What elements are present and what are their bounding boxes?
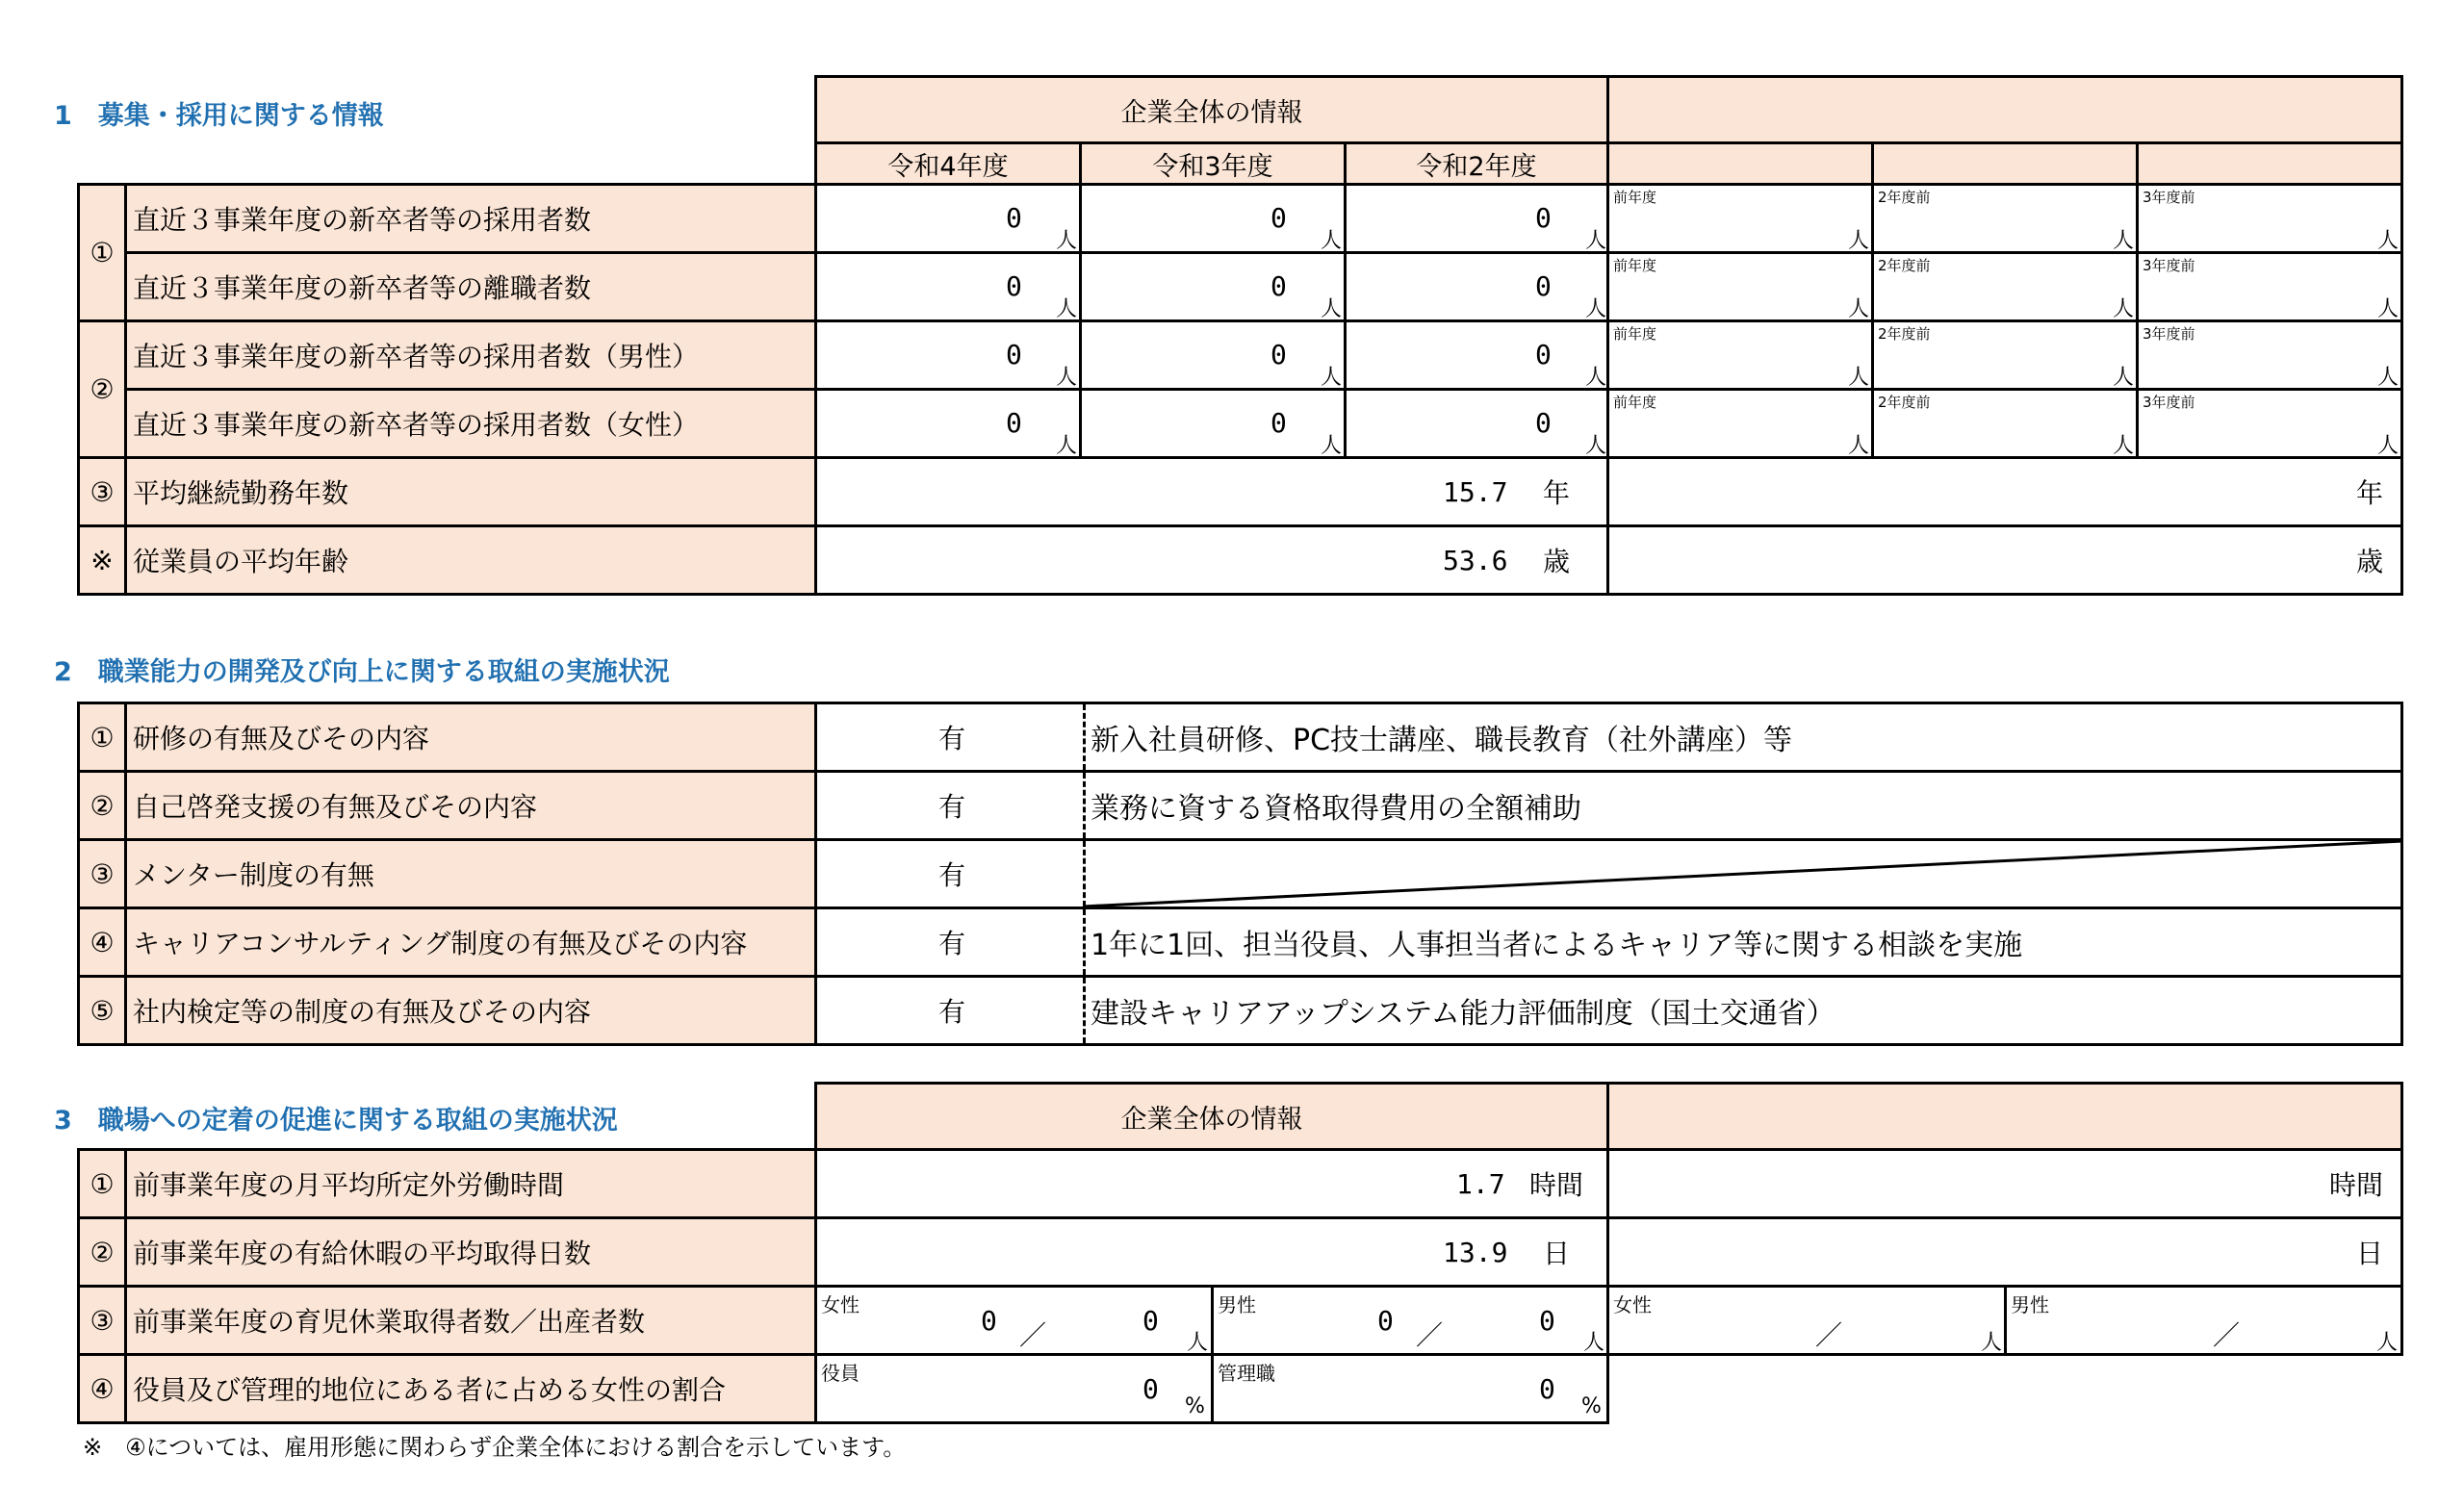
right-value-cell bbox=[1871, 251, 2139, 322]
s2-detail: 新入社員研修、PC技士講座、職長教育（社外講座）等 bbox=[1091, 724, 1793, 757]
childcare-male-births: 0 bbox=[1539, 1304, 1555, 1337]
period-label: 前年度 bbox=[1613, 325, 1657, 343]
childcare-female-right-label: 女性 bbox=[1613, 1293, 1652, 1316]
row-label-new-leavers: 直近３事業年度の新卒者等の離職者数 bbox=[124, 251, 817, 322]
unit: 人 bbox=[1585, 229, 1607, 253]
value-cell bbox=[1344, 319, 1609, 391]
officer-unit: % bbox=[1185, 1394, 1205, 1418]
s2-row-body bbox=[814, 702, 2403, 773]
manager-unit: % bbox=[1581, 1394, 1602, 1418]
childcare-male-right-unit: 人 bbox=[2376, 1331, 2399, 1355]
childcare-female-slash: ／ bbox=[1019, 1319, 1047, 1351]
unit: 人 bbox=[2377, 366, 2400, 390]
s2-detail: 建設キャリアアップシステム能力評価制度（国土交通省） bbox=[1091, 997, 1835, 1031]
manager-value: 0 bbox=[1539, 1372, 1555, 1405]
row-number-1: ① bbox=[77, 183, 127, 322]
value-cell bbox=[814, 388, 1082, 459]
s2-row-number: ⑤ bbox=[77, 975, 127, 1046]
paid-leave-right-cell bbox=[1606, 1216, 2403, 1288]
period-label: 3年度前 bbox=[2143, 394, 2195, 411]
unit: 人 bbox=[1321, 366, 1343, 390]
value: 0 bbox=[1270, 406, 1287, 439]
paid-leave-right-unit: 日 bbox=[2355, 1238, 2383, 1269]
period-label: 2年度前 bbox=[1878, 257, 1931, 274]
s2-row-body bbox=[814, 770, 2403, 841]
avg-tenure-right-cell bbox=[1606, 456, 2403, 527]
value: 0 bbox=[1535, 338, 1552, 370]
childcare-male-label: 男性 bbox=[1218, 1293, 1256, 1316]
unit: 人 bbox=[2377, 229, 2400, 253]
s3-row-number-2: ② bbox=[77, 1216, 127, 1288]
value-cell bbox=[1344, 388, 1609, 459]
s2-row-number: ④ bbox=[77, 907, 127, 978]
right-value-cell bbox=[1606, 251, 1874, 322]
value-cell bbox=[814, 251, 1082, 322]
childcare-female-taken: 0 bbox=[981, 1304, 997, 1337]
value-cell bbox=[814, 183, 1082, 254]
unit: 人 bbox=[1056, 297, 1078, 321]
childcare-female-births: 0 bbox=[1142, 1304, 1159, 1337]
s2-row-number: ① bbox=[77, 702, 127, 773]
row-note-mark: ※ bbox=[77, 524, 127, 596]
unit: 人 bbox=[1321, 229, 1343, 253]
unit: 人 bbox=[1321, 297, 1343, 321]
value-cell bbox=[1079, 183, 1347, 254]
s2-row-number: ② bbox=[77, 770, 127, 841]
right-value-cell bbox=[1606, 319, 1874, 391]
section2-title: 2 職業能力の開発及び向上に関する取組の実施状況 bbox=[54, 657, 670, 687]
value-cell bbox=[1344, 251, 1609, 322]
avg-tenure-right-unit: 年 bbox=[2355, 477, 2383, 509]
row-label-hires-female: 直近３事業年度の新卒者等の採用者数（女性） bbox=[124, 388, 817, 459]
s2-divider bbox=[1083, 978, 1086, 1043]
s2-answer: 有 bbox=[937, 928, 965, 959]
childcare-male-cell bbox=[1211, 1285, 1609, 1356]
s2-row-body bbox=[814, 975, 2403, 1046]
paid-leave-cell bbox=[814, 1216, 1609, 1288]
avg-tenure-cell bbox=[814, 456, 1609, 527]
unit: 人 bbox=[2113, 366, 2135, 390]
unit: 人 bbox=[2113, 229, 2135, 253]
s2-divider bbox=[1083, 773, 1086, 838]
s3-label-overtime: 前事業年度の月平均所定外労働時間 bbox=[124, 1148, 817, 1219]
s3-label-paid-leave: 前事業年度の有給休暇の平均取得日数 bbox=[124, 1216, 817, 1288]
value: 0 bbox=[1535, 269, 1552, 302]
s2-row-label: 自己啓発支援の有無及びその内容 bbox=[124, 770, 817, 841]
row-label-hires-male: 直近３事業年度の新卒者等の採用者数（男性） bbox=[124, 319, 817, 391]
row-label-avg-age: 従業員の平均年齢 bbox=[124, 524, 817, 596]
childcare-male-taken: 0 bbox=[1377, 1304, 1394, 1337]
unit: 人 bbox=[1321, 434, 1343, 458]
s3-row-number-1: ① bbox=[77, 1148, 127, 1219]
unit: 人 bbox=[1056, 229, 1078, 253]
unit: 人 bbox=[1585, 366, 1607, 390]
period-label: 3年度前 bbox=[2143, 257, 2195, 274]
right-value-cell bbox=[2136, 251, 2403, 322]
overtime-cell bbox=[814, 1148, 1609, 1219]
s2-row-number: ③ bbox=[77, 838, 127, 909]
s2-detail: 業務に資する資格取得費用の全額補助 bbox=[1091, 792, 1581, 826]
avg-tenure-value: 15.7 bbox=[1443, 475, 1508, 508]
right-value-cell bbox=[1871, 319, 2139, 391]
period-label: 2年度前 bbox=[1878, 325, 1931, 343]
right-value-cell bbox=[2136, 319, 2403, 391]
s2-answer: 有 bbox=[937, 859, 965, 891]
unit: 人 bbox=[2113, 434, 2135, 458]
women-ratio-officer-cell bbox=[814, 1353, 1214, 1424]
period-label: 2年度前 bbox=[1878, 189, 1931, 206]
childcare-female-cell bbox=[814, 1285, 1214, 1356]
right-year-header-1 bbox=[1606, 141, 1874, 186]
childcare-male-right-label: 男性 bbox=[2011, 1293, 2049, 1316]
period-label: 前年度 bbox=[1613, 189, 1657, 206]
section3-title: 3 職場への定着の促進に関する取組の実施状況 bbox=[54, 1106, 618, 1136]
right-year-header-2 bbox=[1871, 141, 2139, 186]
value-cell bbox=[1079, 388, 1347, 459]
right-value-cell bbox=[1606, 183, 1874, 254]
s2-detail: 1年に1回、担当役員、人事担当者によるキャリア等に関する相談を実施 bbox=[1091, 929, 2023, 962]
avg-age-cell bbox=[814, 524, 1609, 596]
childcare-female-right-unit: 人 bbox=[1981, 1331, 2003, 1355]
unit: 人 bbox=[2377, 434, 2400, 458]
s2-row-label: キャリアコンサルティング制度の有無及びその内容 bbox=[124, 907, 817, 978]
value-cell bbox=[1079, 251, 1347, 322]
s3-label-women-ratio: 役員及び管理的地位にある者に占める女性の割合 bbox=[124, 1353, 817, 1424]
s2-row-label: 社内検定等の制度の有無及びその内容 bbox=[124, 975, 817, 1046]
s2-divider bbox=[1083, 704, 1086, 770]
value: 0 bbox=[1006, 201, 1022, 234]
row-label-new-hires: 直近３事業年度の新卒者等の採用者数 bbox=[124, 183, 817, 254]
unit: 人 bbox=[1848, 229, 1870, 253]
period-label: 3年度前 bbox=[2143, 189, 2195, 206]
value: 0 bbox=[1006, 406, 1022, 439]
year-header-1: 令和4年度 bbox=[814, 141, 1082, 186]
avg-tenure-unit: 年 bbox=[1543, 477, 1571, 509]
s2-row-label: 研修の有無及びその内容 bbox=[124, 702, 817, 773]
s2-row-body bbox=[814, 907, 2403, 978]
avg-age-unit: 歳 bbox=[1543, 546, 1571, 577]
s2-answer: 有 bbox=[937, 791, 965, 823]
unit: 人 bbox=[1848, 434, 1870, 458]
officer-label: 役員 bbox=[821, 1362, 860, 1385]
company-info-header: 企業全体の情報 bbox=[814, 75, 1609, 144]
overtime-unit: 時間 bbox=[1529, 1169, 1584, 1201]
right-info-header bbox=[1606, 75, 2403, 144]
childcare-female-label: 女性 bbox=[821, 1293, 860, 1316]
childcare-female-right-slash: ／ bbox=[1815, 1319, 1843, 1351]
value: 0 bbox=[1535, 201, 1552, 234]
s3-label-childcare-leave: 前事業年度の育児休業取得者数／出産者数 bbox=[124, 1285, 817, 1356]
unit: 人 bbox=[1585, 434, 1607, 458]
unit: 人 bbox=[1848, 366, 1870, 390]
overtime-right-unit: 時間 bbox=[2328, 1169, 2383, 1201]
right-value-cell bbox=[1606, 388, 1874, 459]
period-label: 前年度 bbox=[1613, 394, 1657, 411]
section1-title: 1 募集・採用に関する情報 bbox=[54, 101, 384, 131]
childcare-male-right-slash: ／ bbox=[2213, 1319, 2241, 1351]
footnote: ※ ④については、雇用形態に関わらず企業全体における割合を示しています。 bbox=[83, 1434, 907, 1461]
row-number-3: ③ bbox=[77, 456, 127, 527]
unit: 人 bbox=[1585, 297, 1607, 321]
section3-company-header: 企業全体の情報 bbox=[814, 1082, 1609, 1151]
s2-divider bbox=[1083, 909, 1086, 975]
right-value-cell bbox=[2136, 388, 2403, 459]
right-value-cell bbox=[2136, 183, 2403, 254]
paid-leave-value: 13.9 bbox=[1443, 1236, 1508, 1268]
childcare-male-right-cell bbox=[2004, 1285, 2403, 1356]
paid-leave-unit: 日 bbox=[1543, 1238, 1571, 1269]
unit: 人 bbox=[2113, 297, 2135, 321]
avg-age-right-unit: 歳 bbox=[2355, 546, 2383, 577]
avg-age-value: 53.6 bbox=[1443, 544, 1508, 576]
right-value-cell bbox=[1871, 388, 2139, 459]
year-header-3: 令和2年度 bbox=[1344, 141, 1609, 186]
s3-row-number-4: ④ bbox=[77, 1353, 127, 1424]
right-value-cell bbox=[1871, 183, 2139, 254]
unit: 人 bbox=[2377, 297, 2400, 321]
unit: 人 bbox=[1056, 366, 1078, 390]
period-label: 2年度前 bbox=[1878, 394, 1931, 411]
childcare-male-unit: 人 bbox=[1583, 1331, 1605, 1355]
officer-value: 0 bbox=[1142, 1372, 1159, 1405]
period-label: 前年度 bbox=[1613, 257, 1657, 274]
s3-row-number-3: ③ bbox=[77, 1285, 127, 1356]
mentor-diagonal-line bbox=[1083, 838, 2403, 909]
value-cell bbox=[814, 319, 1082, 391]
childcare-female-unit: 人 bbox=[1187, 1331, 1209, 1355]
value: 0 bbox=[1006, 338, 1022, 370]
row-label-avg-tenure: 平均継続勤務年数 bbox=[124, 456, 817, 527]
value: 0 bbox=[1006, 269, 1022, 302]
childcare-male-slash: ／ bbox=[1416, 1319, 1444, 1351]
women-ratio-manager-cell bbox=[1211, 1353, 1609, 1424]
value: 0 bbox=[1270, 201, 1287, 234]
value: 0 bbox=[1535, 406, 1552, 439]
s2-answer: 有 bbox=[937, 996, 965, 1028]
overtime-right-cell bbox=[1606, 1148, 2403, 1219]
period-label: 3年度前 bbox=[2143, 325, 2195, 343]
right-year-header-3 bbox=[2136, 141, 2403, 186]
year-header-2: 令和3年度 bbox=[1079, 141, 1347, 186]
unit: 人 bbox=[1848, 297, 1870, 321]
value: 0 bbox=[1270, 269, 1287, 302]
manager-label: 管理職 bbox=[1218, 1362, 1275, 1385]
unit: 人 bbox=[1056, 434, 1078, 458]
avg-age-right-cell bbox=[1606, 524, 2403, 596]
section3-right-header bbox=[1606, 1082, 2403, 1151]
value-cell bbox=[1079, 319, 1347, 391]
value: 0 bbox=[1270, 338, 1287, 370]
childcare-female-right-cell bbox=[1606, 1285, 2007, 1356]
overtime-value: 1.7 bbox=[1456, 1167, 1505, 1200]
value-cell bbox=[1344, 183, 1609, 254]
s2-row-label: メンター制度の有無 bbox=[124, 838, 817, 909]
s2-answer: 有 bbox=[937, 723, 965, 754]
row-number-2: ② bbox=[77, 319, 127, 459]
